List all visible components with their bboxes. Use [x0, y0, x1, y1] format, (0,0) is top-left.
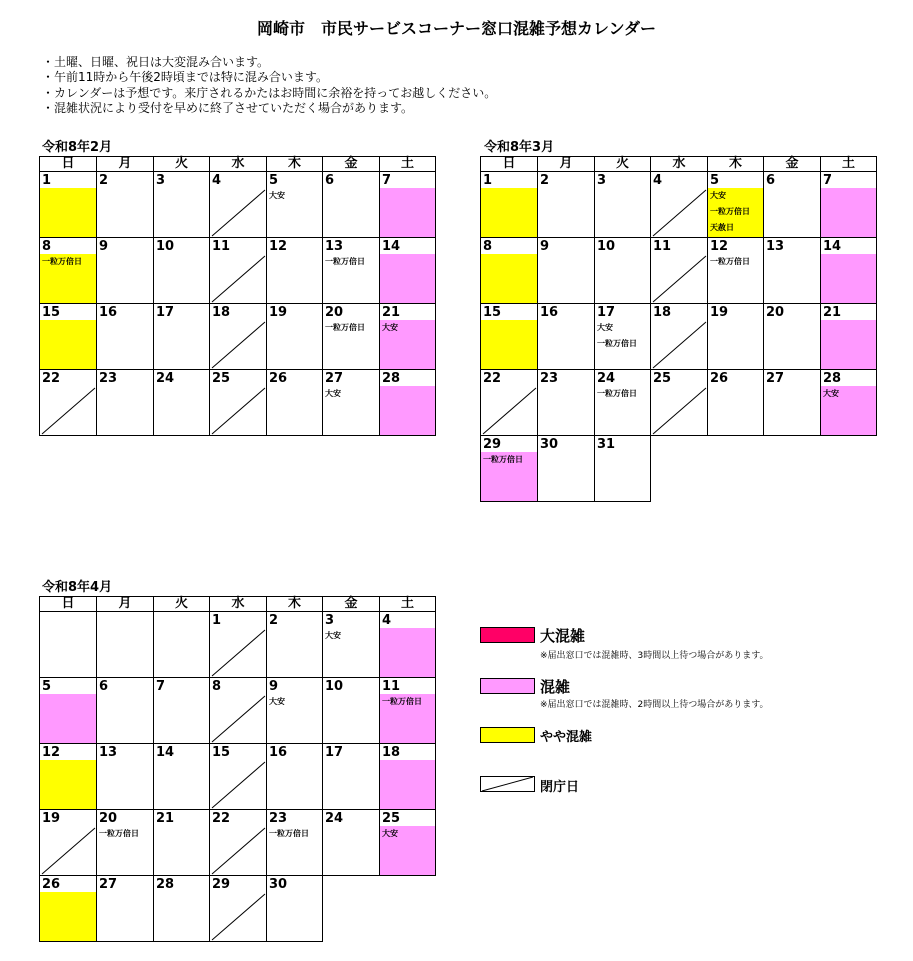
day-tags	[821, 386, 876, 402]
day-number: 18	[382, 745, 401, 760]
calendar-day-cell	[39, 612, 96, 678]
calendar-day-cell	[379, 370, 436, 436]
calendar-day-cell	[266, 810, 322, 876]
calendar-day-cell	[594, 370, 650, 436]
calendar-day-cell	[594, 304, 650, 370]
lucky-day-tag: 一粒万倍日	[269, 829, 309, 838]
day-number: 22	[212, 811, 231, 826]
calendar-day-cell	[209, 238, 266, 304]
day-number: 20	[325, 305, 344, 320]
calendar-day-cell	[480, 436, 537, 502]
calendar-day-cell	[39, 172, 96, 238]
calendar-day-cell	[379, 612, 436, 678]
day-number: 23	[99, 371, 118, 386]
weekday-header: 金	[322, 596, 380, 612]
calendar-label-apr: 令和8年4月	[42, 580, 113, 595]
day-number: 27	[99, 877, 118, 892]
calendar-day-cell	[650, 370, 707, 436]
note-item: ・カレンダーは予想です。来庁されるかたはお時間に余裕を持ってお越しください。	[42, 85, 497, 100]
day-number: 10	[156, 239, 175, 254]
calendar-label-mar: 令和8年3月	[484, 140, 555, 155]
note-item: ・午前11時から午後2時頃までは特に混み合います。	[42, 70, 328, 85]
day-number: 29	[483, 437, 502, 452]
day-number: 6	[325, 173, 335, 188]
day-number: 14	[156, 745, 175, 760]
day-tags	[481, 452, 537, 468]
calendar-day-cell	[266, 876, 323, 942]
congestion-fill	[481, 188, 537, 237]
day-number: 26	[269, 371, 288, 386]
day-tags	[323, 254, 379, 270]
day-number: 14	[382, 239, 401, 254]
weekday-header: 月	[537, 156, 595, 172]
day-number: 24	[156, 371, 175, 386]
weekday-header: 水	[209, 156, 267, 172]
day-number: 18	[212, 305, 231, 320]
weekday-header: 火	[153, 596, 210, 612]
weekday-header: 土	[379, 156, 436, 172]
day-number: 28	[382, 371, 401, 386]
day-number: 6	[766, 173, 776, 188]
calendar-day-cell	[379, 678, 436, 744]
closed-slash-icon	[480, 776, 535, 792]
day-number: 2	[99, 173, 109, 188]
weekday-header: 火	[594, 156, 651, 172]
day-number: 26	[710, 371, 729, 386]
lucky-day-tag: 大安	[597, 323, 613, 332]
legend-label-slightly: やや混雑	[540, 730, 593, 745]
calendar-day-cell	[96, 744, 153, 810]
legend-note-crowded: ※届出窓口では混雑時、2時間以上待つ場合があります。	[540, 700, 769, 710]
day-number: 19	[269, 305, 288, 320]
day-number: 1	[483, 173, 493, 188]
calendar-day-cell	[379, 238, 436, 304]
day-number: 25	[382, 811, 401, 826]
day-tags	[380, 694, 435, 710]
day-tags	[97, 826, 153, 842]
congestion-fill	[481, 254, 537, 303]
day-number: 7	[156, 679, 166, 694]
calendar-day-cell	[96, 172, 153, 238]
day-tags	[708, 188, 763, 236]
calendar-day-cell	[209, 172, 266, 238]
calendar-day-cell	[153, 810, 209, 876]
day-tags	[380, 826, 435, 842]
day-number: 21	[823, 305, 842, 320]
weekday-header: 木	[707, 156, 764, 172]
lucky-day-tag: 一粒万倍日	[382, 697, 422, 706]
day-number: 22	[42, 371, 61, 386]
calendar-day-cell	[322, 172, 379, 238]
weekday-header: 金	[322, 156, 380, 172]
calendar-day-cell	[707, 172, 763, 238]
lucky-day-tag: 天赦日	[710, 223, 734, 232]
calendar-day-cell	[266, 678, 322, 744]
day-number: 27	[325, 371, 344, 386]
day-number: 2	[269, 613, 279, 628]
calendar-day-cell	[763, 370, 820, 436]
day-number: 23	[269, 811, 288, 826]
day-tags	[595, 386, 650, 402]
lucky-day-tag: 一粒万倍日	[597, 339, 637, 348]
day-number: 7	[823, 173, 833, 188]
calendar-day-cell	[322, 612, 379, 678]
calendar-day-cell	[266, 370, 322, 436]
congestion-fill	[821, 254, 876, 303]
congestion-fill	[380, 188, 435, 237]
weekday-header: 金	[763, 156, 821, 172]
day-number: 30	[540, 437, 559, 452]
day-number: 13	[766, 239, 785, 254]
day-number: 20	[99, 811, 118, 826]
day-number: 8	[42, 239, 52, 254]
calendar-day-cell	[39, 744, 96, 810]
weekday-header: 木	[266, 596, 323, 612]
calendar-day-cell	[96, 678, 153, 744]
congestion-fill	[380, 254, 435, 303]
calendar-day-cell	[322, 678, 379, 744]
day-number: 21	[382, 305, 401, 320]
day-number: 11	[382, 679, 401, 694]
calendar-day-cell	[820, 238, 877, 304]
calendar-day-cell	[820, 304, 877, 370]
calendar-day-cell	[480, 370, 537, 436]
note-item: ・土曜、日曜、祝日は大変混み合います。	[42, 55, 270, 69]
congestion-fill	[380, 386, 435, 435]
calendar-day-cell	[322, 744, 379, 810]
day-number: 30	[269, 877, 288, 892]
calendar-day-cell	[322, 238, 379, 304]
day-number: 4	[653, 173, 663, 188]
calendar-day-cell	[379, 810, 436, 876]
day-number: 31	[597, 437, 616, 452]
calendar-day-cell	[480, 304, 537, 370]
calendar-day-cell	[707, 370, 763, 436]
calendar-day-cell	[707, 304, 763, 370]
calendar-day-cell	[763, 304, 820, 370]
day-number: 11	[653, 239, 672, 254]
congestion-fill	[40, 892, 96, 941]
calendar-day-cell	[379, 744, 436, 810]
lucky-day-tag: 大安	[382, 323, 398, 332]
legend-label-heavy: 大混雑	[540, 627, 586, 645]
congestion-fill	[821, 320, 876, 369]
lucky-day-tag: 大安	[382, 829, 398, 838]
weekday-header: 土	[820, 156, 877, 172]
calendar-day-cell	[650, 238, 707, 304]
congestion-fill	[380, 628, 435, 677]
day-number: 24	[597, 371, 616, 386]
day-number: 13	[325, 239, 344, 254]
lucky-day-tag: 大安	[325, 389, 341, 398]
congestion-fill	[40, 320, 96, 369]
calendar-day-cell	[209, 370, 266, 436]
calendar-day-cell	[322, 304, 379, 370]
day-tags	[323, 386, 379, 402]
weekday-header: 木	[266, 156, 323, 172]
calendar-day-cell	[650, 304, 707, 370]
day-number: 5	[710, 173, 720, 188]
day-number: 16	[99, 305, 118, 320]
congestion-fill	[40, 760, 96, 809]
day-number: 19	[710, 305, 729, 320]
day-number: 12	[269, 239, 288, 254]
weekday-header: 水	[650, 156, 708, 172]
day-number: 8	[212, 679, 222, 694]
calendar-day-cell	[379, 172, 436, 238]
calendar-day-cell	[209, 810, 266, 876]
day-number: 29	[212, 877, 231, 892]
calendar-day-cell	[820, 370, 877, 436]
legend-label-closed: 閉庁日	[540, 780, 580, 795]
legend-swatch-slightly	[480, 727, 535, 743]
calendar-day-cell	[594, 436, 651, 502]
lucky-day-tag: 一粒万倍日	[325, 257, 365, 266]
calendar-day-cell	[96, 876, 153, 942]
day-tags	[595, 320, 650, 352]
day-tags	[323, 628, 379, 644]
day-tags	[380, 320, 435, 336]
calendar-day-cell	[96, 810, 153, 876]
day-number: 4	[382, 613, 392, 628]
day-number: 21	[156, 811, 175, 826]
calendar-day-cell	[537, 436, 594, 502]
calendar-day-cell	[379, 304, 436, 370]
legend-swatch-closed	[480, 776, 535, 792]
day-number: 7	[382, 173, 392, 188]
calendar-label-feb: 令和8年2月	[42, 140, 113, 155]
day-tags	[267, 188, 322, 204]
day-number: 15	[483, 305, 502, 320]
day-number: 17	[156, 305, 175, 320]
calendar-day-cell	[39, 810, 96, 876]
calendar-day-cell	[537, 370, 594, 436]
calendar-day-cell	[266, 612, 322, 678]
day-number: 18	[653, 305, 672, 320]
day-number: 9	[99, 239, 109, 254]
day-number: 12	[42, 745, 61, 760]
day-number: 12	[710, 239, 729, 254]
day-number: 16	[540, 305, 559, 320]
calendar-day-cell	[537, 304, 594, 370]
weekday-header: 土	[379, 596, 436, 612]
calendar-day-cell	[537, 238, 594, 304]
calendar-day-cell	[96, 612, 153, 678]
day-number: 5	[269, 173, 279, 188]
lucky-day-tag: 大安	[269, 697, 285, 706]
calendar-day-cell	[266, 744, 322, 810]
page-title: 岡崎市 市民サービスコーナー窓口混雑予想カレンダー	[257, 19, 656, 38]
calendar-day-cell	[480, 172, 537, 238]
day-number: 11	[212, 239, 231, 254]
calendar-day-cell	[209, 612, 266, 678]
calendar-day-cell	[537, 172, 594, 238]
lucky-day-tag: 一粒万倍日	[710, 257, 750, 266]
legend-label-crowded: 混雑	[540, 678, 571, 696]
weekday-header: 日	[39, 156, 97, 172]
day-number: 4	[212, 173, 222, 188]
day-number: 2	[540, 173, 550, 188]
day-number: 3	[325, 613, 335, 628]
day-number: 24	[325, 811, 344, 826]
lucky-day-tag: 大安	[325, 631, 341, 640]
day-tags	[708, 254, 763, 270]
calendar-day-cell	[39, 876, 96, 942]
day-number: 16	[269, 745, 288, 760]
calendar-day-cell	[266, 172, 322, 238]
lucky-day-tag: 一粒万倍日	[710, 207, 750, 216]
calendar-day-cell	[153, 370, 209, 436]
day-number: 1	[212, 613, 222, 628]
day-number: 20	[766, 305, 785, 320]
calendar-day-cell	[266, 238, 322, 304]
weekday-header: 日	[480, 156, 538, 172]
day-number: 9	[269, 679, 279, 694]
day-number: 10	[325, 679, 344, 694]
congestion-fill	[40, 694, 96, 743]
lucky-day-tag: 大安	[823, 389, 839, 398]
calendar-day-cell	[209, 678, 266, 744]
day-tags	[323, 320, 379, 336]
day-number: 1	[42, 173, 52, 188]
calendar-day-cell	[209, 744, 266, 810]
calendar-day-cell	[650, 172, 707, 238]
weekday-header: 月	[96, 156, 154, 172]
day-tags	[40, 254, 96, 270]
day-number: 17	[597, 305, 616, 320]
congestion-fill	[821, 188, 876, 237]
day-number: 10	[597, 239, 616, 254]
day-number: 3	[156, 173, 166, 188]
day-number: 19	[42, 811, 61, 826]
day-number: 25	[653, 371, 672, 386]
day-number: 26	[42, 877, 61, 892]
calendar-day-cell	[153, 304, 209, 370]
calendar-day-cell	[153, 678, 209, 744]
day-number: 6	[99, 679, 109, 694]
day-number: 23	[540, 371, 559, 386]
calendar-day-cell	[153, 172, 209, 238]
calendar-day-cell	[96, 370, 153, 436]
weekday-header: 日	[39, 596, 97, 612]
calendar-day-cell	[39, 304, 96, 370]
calendar-day-cell	[153, 744, 209, 810]
day-number: 3	[597, 173, 607, 188]
note-item: ・混雑状況により受付を早めに終了させていただく場合があります。	[42, 101, 414, 116]
lucky-day-tag: 一粒万倍日	[597, 389, 637, 398]
day-number: 5	[42, 679, 52, 694]
calendar-day-cell	[480, 238, 537, 304]
day-tags	[267, 826, 322, 842]
lucky-day-tag: 一粒万倍日	[325, 323, 365, 332]
day-number: 17	[325, 745, 344, 760]
day-number: 9	[540, 239, 550, 254]
calendar-day-cell	[153, 876, 209, 942]
legend-swatch-heavy	[480, 627, 535, 643]
calendar-day-cell	[322, 810, 379, 876]
calendar-day-cell	[266, 304, 322, 370]
day-number: 22	[483, 371, 502, 386]
legend-swatch-crowded	[480, 678, 535, 694]
calendar-day-cell	[594, 238, 650, 304]
lucky-day-tag: 一粒万倍日	[99, 829, 139, 838]
day-number: 13	[99, 745, 118, 760]
legend-note-heavy: ※届出窓口では混雑時、3時間以上待つ場合があります。	[540, 651, 769, 661]
congestion-fill	[40, 188, 96, 237]
day-number: 27	[766, 371, 785, 386]
lucky-day-tag: 一粒万倍日	[483, 455, 523, 464]
lucky-day-tag: 大安	[710, 191, 726, 200]
day-number: 15	[42, 305, 61, 320]
calendar-day-cell	[763, 238, 820, 304]
lucky-day-tag: 大安	[269, 191, 285, 200]
calendar-day-cell	[39, 238, 96, 304]
day-number: 25	[212, 371, 231, 386]
calendar-day-cell	[820, 172, 877, 238]
lucky-day-tag: 一粒万倍日	[42, 257, 82, 266]
day-number: 28	[156, 877, 175, 892]
calendar-day-cell	[96, 304, 153, 370]
calendar-day-cell	[153, 238, 209, 304]
day-number: 14	[823, 239, 842, 254]
calendar-day-cell	[39, 678, 96, 744]
weekday-header: 水	[209, 596, 267, 612]
calendar-day-cell	[96, 238, 153, 304]
day-number: 15	[212, 745, 231, 760]
calendar-day-cell	[322, 370, 379, 436]
calendar-day-cell	[209, 876, 266, 942]
calendar-day-cell	[763, 172, 820, 238]
calendar-day-cell	[707, 238, 763, 304]
calendar-day-cell	[39, 370, 96, 436]
day-number: 8	[483, 239, 493, 254]
congestion-fill	[380, 760, 435, 809]
calendar-day-cell	[209, 304, 266, 370]
day-number: 28	[823, 371, 842, 386]
day-tags	[267, 694, 322, 710]
weekday-header: 火	[153, 156, 210, 172]
congestion-fill	[481, 320, 537, 369]
calendar-day-cell	[153, 612, 209, 678]
notes-list	[42, 55, 496, 117]
weekday-header: 月	[96, 596, 154, 612]
calendar-day-cell	[594, 172, 650, 238]
